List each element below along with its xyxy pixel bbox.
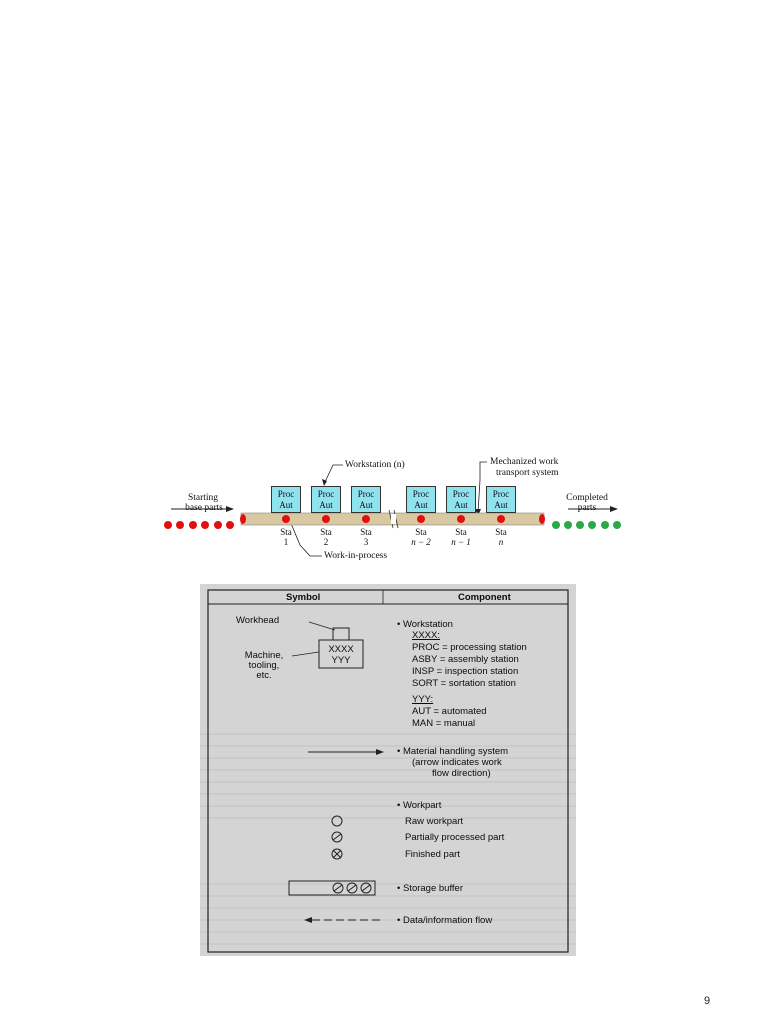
station-box-line2: Aut [359,500,373,510]
completed-parts [552,521,621,529]
station-box-line1: Proc [317,489,335,499]
sort-definition: SORT = sortation station [412,678,516,689]
station-box-1 [271,486,301,513]
station-label-prefix: Sta [495,527,507,537]
yyy-heading: YYY: [412,694,434,705]
station-box-line2: Aut [454,500,468,510]
buffer-part-slash [362,885,370,891]
insp-definition: INSP = inspection station [412,666,519,677]
starting-label-line1: Starting [187,493,219,503]
conveyor-end-right [539,514,545,524]
mechanized-label-line2: transport system [496,468,559,478]
aut-definition: AUT = automated [412,706,487,717]
partial-part-label: Partially processed part [405,832,505,843]
conveyor-end-left [240,514,246,524]
finished-part-label: Finished part [405,849,460,860]
material-handling-arrowhead [376,749,384,755]
station-box-line2: Aut [494,500,508,510]
starting-part [214,521,222,529]
conveyor-break-gap [391,514,396,524]
completed-part [601,521,609,529]
station-label-prefix: Sta [320,527,332,537]
station-box-6 [486,486,516,513]
wip-label: Work-in-process [324,551,388,561]
machine-box-line2: YYY [331,655,351,666]
station-box-line2: Aut [279,500,293,510]
completed-part [552,521,560,529]
symbol-legend-table [200,584,576,956]
station-label-index: n − 2 [411,537,431,547]
station-label-prefix: Sta [455,527,467,537]
header-symbol: Symbol [286,592,321,603]
completed-part [576,521,584,529]
data-flow-arrowhead [304,917,312,923]
station-label-index: n [498,537,504,547]
storage-buffer-component: • Storage buffer [397,883,463,894]
starting-part [226,521,234,529]
machine-label-2: tooling, [248,660,280,671]
machine-label-3: etc. [256,670,272,681]
station-label-index: 1 [283,537,289,547]
starting-part [201,521,209,529]
station-label-1 [271,527,301,547]
completed-arrowhead [610,506,618,512]
legend-graphics [200,584,576,956]
workhead-leader [309,622,335,630]
completed-part [613,521,621,529]
asby-definition: ASBY = assembly station [412,654,519,665]
raw-workpart-label: Raw workpart [405,816,464,827]
station-label-index: 2 [323,537,329,547]
completed-part [564,521,572,529]
starting-part [176,521,184,529]
page-number: 9 [704,995,711,1007]
starting-label-line2: base parts [185,503,223,513]
station-label-prefix: Sta [280,527,292,537]
starting-parts [164,521,234,529]
wip-dot-3 [362,515,370,523]
station-label-index: n − 1 [451,537,471,547]
partial-part-slash [333,834,341,840]
material-handling-component: • Material handling system [397,746,509,757]
machine-leader [292,652,319,656]
wip-dot-1 [282,515,290,523]
header-component: Component [458,592,511,603]
workhead-symbol [333,628,349,640]
completed-label-line2: parts [577,503,597,513]
man-definition: MAN = manual [412,718,476,729]
workhead-label: Workhead [236,615,280,626]
workstation-label: Workstation (n) [345,460,405,470]
buffer-part-slash [348,885,356,891]
wip-dot-2 [322,515,330,523]
station-label-3 [351,527,381,547]
buffer-part-slash [334,885,342,891]
wip-dot-6 [497,515,505,523]
machine-box-line1: XXXX [328,644,354,655]
starting-part [189,521,197,529]
station-label-5 [446,527,476,547]
material-handling-note-2: flow direction) [432,768,491,779]
workstation-component: • Workstation [397,619,453,630]
storage-buffer-symbol [289,881,375,895]
material-handling-note-1: (arrow indicates work [412,757,502,768]
station-box-line1: Proc [452,489,470,499]
data-flow-component: • Data/information flow [397,915,493,926]
station-label-index: 3 [363,537,369,547]
workpart-component: • Workpart [397,800,442,811]
station-box-5 [446,486,476,513]
station-box-2 [311,486,341,513]
starting-part [164,521,172,529]
completed-label-line1: Completed [566,493,608,503]
station-box-4 [406,486,436,513]
station-box-line1: Proc [412,489,430,499]
station-label-prefix: Sta [360,527,372,537]
station-label-prefix: Sta [415,527,427,537]
station-box-line2: Aut [414,500,428,510]
completed-part [588,521,596,529]
scan-texture [200,734,576,944]
station-label-4 [406,527,436,547]
station-box-line2: Aut [319,500,333,510]
station-label-6 [486,527,516,547]
station-label-2 [311,527,341,547]
machine-label-1: Machine, [244,650,284,661]
proc-definition: PROC = processing station [412,642,527,653]
wip-dot-5 [457,515,465,523]
station-box-line1: Proc [357,489,375,499]
xxxx-heading: XXXX: [412,630,440,641]
station-box-line1: Proc [277,489,295,499]
station-box-3 [351,486,381,513]
station-box-line1: Proc [492,489,510,499]
mechanized-label-line1: Mechanized work [490,457,559,467]
wip-dot-4 [417,515,425,523]
